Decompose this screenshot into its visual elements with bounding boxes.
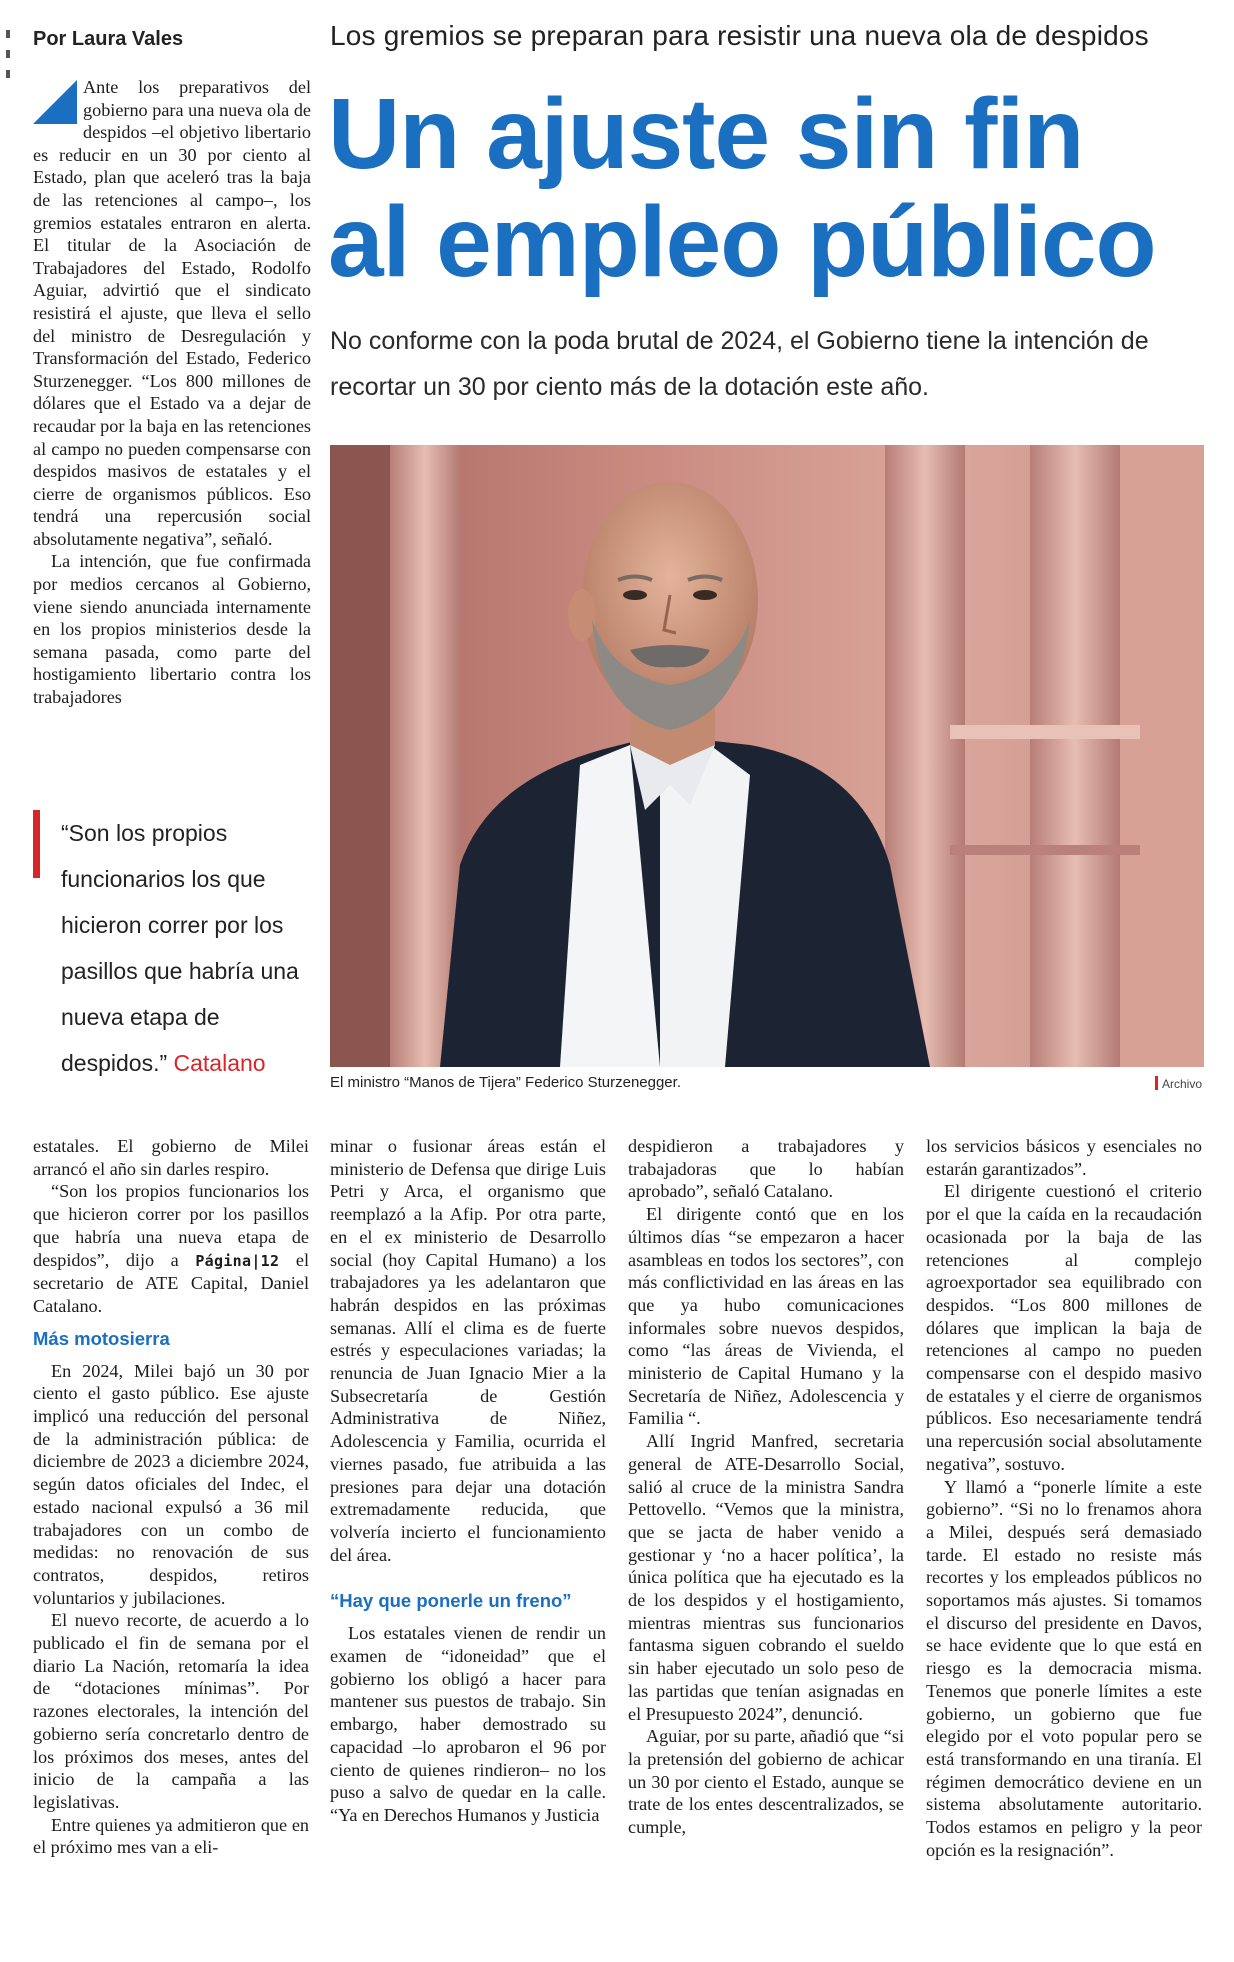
section-heading: “Hay que ponerle un freno” [330,1590,572,1612]
body-column-3 [628,1135,904,1839]
paragraph: El nuevo recorte, de acuerdo a lo publicado el fin de semana por el diario La Nación, retomaría la idea de “dotaciones mínimas”. Por razones electorales, la intención del gobierno sería concretarlo dentro de los próximos dos meses, antes del inicio de la campaña a las legislativas. [33,1610,309,1812]
triangle-icon [33,80,77,124]
photo-credit: Archivo [1162,1077,1203,1091]
credit-bar [1155,1076,1158,1090]
body-column-4 [926,1135,1202,1862]
pull-quote-text [61,810,323,1086]
body-column-2 [330,1135,606,1827]
paragraph: El dirigente cuestionó el criterio por el que la caída en la recaudación ocasionada por la baja de las retenciones al complejo agroexportador sea equilibrado con despidos. “Los 800 millones de dólares que implican la baja de retenciones al campo no pueden compensarse con el despido masivo de estatales y el cierre de organismos públicos. Eso necesariamente tendrá una repercusión social absolutamente negativa”, sostuvo. [926,1181,1202,1474]
paragraph: los servicios básicos y esenciales no estarán garantizados”. [926,1136,1202,1179]
paragraph-text: “Son los propios funcionarios los que hicieron correr por los pasillos que habría una nueva etapa de despidos”, dijo a [33,1181,309,1270]
paragraph-text: el secretario de ATE Capital, Daniel Catalano. [33,1249,310,1316]
pull-quote-attribution: Catalano [173,1050,266,1076]
paragraph: estatales. El gobierno de Milei arrancó el año sin darles respiro. [33,1136,309,1179]
paragraph: despidieron a trabajadores y trabajadoras que lo habían aprobado”, señaló Catalano. [628,1136,904,1202]
headline-line-1: Un ajuste sin fin [328,78,1084,190]
section-heading: Más motosierra [33,1327,170,1349]
kicker: Los gremios se preparan para resistir una nueva ola de despidos [330,20,1149,51]
subhead: No conforme con la poda brutal de 2024, el Gobierno tiene la intención de recortar un 30 por ciento más de la dotación este año. [330,327,1149,401]
byline: Por Laura Vales [33,28,184,50]
paragraph: Aguiar, por su parte, añadió que “si la pretensión del gobierno de achicar un 30 por ciento el Estado, aunque se trate de los entes descentralizados, se cumple, [628,1726,904,1838]
newspaper-logo: Página|12 [195,1251,280,1270]
photo-illustration [330,445,1204,1067]
photo-caption: El ministro “Manos de Tijera” Federico Sturzenegger. [330,1074,681,1091]
headline-line-2: al empleo público [328,186,1156,298]
intro-paragraph: La intención, que fue confirmada por medios cercanos al Gobierno, viene siendo anunciada internamente en los propios ministerios desde la semana pasada, como parte del hostigamiento libertario contra los trabajadores [33,551,311,708]
body-column-1 [33,1135,309,1859]
paragraph: Los estatales vienen de rendir un examen de “idoneidad” que el gobierno los obligó a hacer para mantener sus puestos de trabajo. Sin embargo, haber demostrado su capacidad –lo aprobaron el 96 por ciento de quienes rindieron– no los puso a salvo de quedar en la calle. “Ya en Derechos Humanos y Justicia [330,1623,606,1825]
paragraph: Entre quienes ya admitieron que en el próximo mes van a eli- [33,1814,309,1858]
paragraph: Allí Ingrid Manfred, secretaria general de ATE-Desarrollo Social, salió al cruce de la ministra Sandra Pettovello. “Vemos que la ministra, que se jacta de haber venido a gestionar y ‘no a hacer política’, la única política que ha ejecutado es la de los despidos y el hostigamiento, mientras mientras sus funcionarios fantasma siguen cobrando el sueldo sin haber ejecutado un solo peso de las partidas que tenían asignadas en el Presupuesto 2024”, denunció. [628,1431,904,1724]
headline [328,80,1208,296]
intro-paragraph: Ante los preparativos del gobierno para una nueva ola de despidos –el objetivo libertario es reducir en un 30 por ciento al Estado, plan que aceleró tras la baja de las retenciones al campo–, los gremios estatales entraron en alerta. El titular de la Asociación de Trabajadores del Estado, Rodolfo Aguiar, advirtió que el sindicato resistirá el ajuste, que lleva el sello del ministro de Desregulación y Transformación del Estado, Federico Sturzenegger. “Los 800 millones de dólares que el Estado va a dejar de recaudar por la baja en las retenciones al campo no pueden compensarse con despidos masivos de estatales y el cierre de organismos públicos. Eso tendrá una repercusión social absolutamente negativa”, señaló. [33,77,311,549]
margin-marks [6,30,12,120]
paragraph [33,1180,309,1317]
article-photo [330,445,1204,1067]
paragraph: Y llamó a “ponerle límite a este gobierno”. “Si no lo frenamos ahora a Milei, después será demasiado tarde. El estado no resiste más recortes y los empleados públicos no soportamos más ajustes. Si tomamos el discurso del presidente en Davos, se hace evidente que lo que está en riesgo es la democracia misma. Tenemos que ponerle límites a este gobierno, un gobierno que fue elegido por el voto popular pero se está transformando en una tiranía. El régimen democrático deviene en un sistema absolutamente autoritario. Todos estamos en peligro y la peor opción es la resignación”. [926,1476,1202,1860]
paragraph: El dirigente contó que en los últimos días “se empezaron a hacer asambleas en todos los sectores”, con más conflictividad en las áreas en las que ya hubo comunicaciones informales sobre nuevos despidos, como “las áreas de Vivienda, el ministerio de Capital Humano y la Secretaría de Niñez, Adolescencia y Familia “. [628,1204,904,1429]
pull-quote [33,810,323,1100]
intro-column [33,76,311,709]
paragraph: En 2024, Milei bajó un 30 por ciento el gasto público. Ese ajuste implicó una reducción del personal de la administración pública: de diciembre de 2023 a diciembre 2024, según datos oficiales del Indec, el estado nacional expulsó a 36 mil trabajadores con un combo de medidas: no renovación de sus contratos, despidos, retiros voluntarios y jubilaciones. [33,1360,309,1608]
paragraph: minar o fusionar áreas están el ministerio de Defensa que dirige Luis Petri y Arca, el organismo que reemplazó a la Afip. Por otra parte, en el ex ministerio de Desarrollo social (hoy Capital Humano) a los trabajadores ya les adelantaron que habrán despidos en las próximas semanas. Allí el clima es de fuerte estrés y especulaciones variadas; la renuncia de Juan Ignacio Mier a la Subsecretaría de Gestión Administrativa de Niñez, Adolescencia y Familia, ocurrida el viernes pasado, fue atribuida a las presiones para dejar una dotación extremadamente reducida, que volvería incierto el funcionamiento del área. [330,1136,606,1565]
pull-quote-body: “Son los propios funcionarios los que hicieron correr por los pasillos que habría una nueva etapa de despidos.” [61,820,299,1076]
pull-quote-bar [33,810,40,878]
